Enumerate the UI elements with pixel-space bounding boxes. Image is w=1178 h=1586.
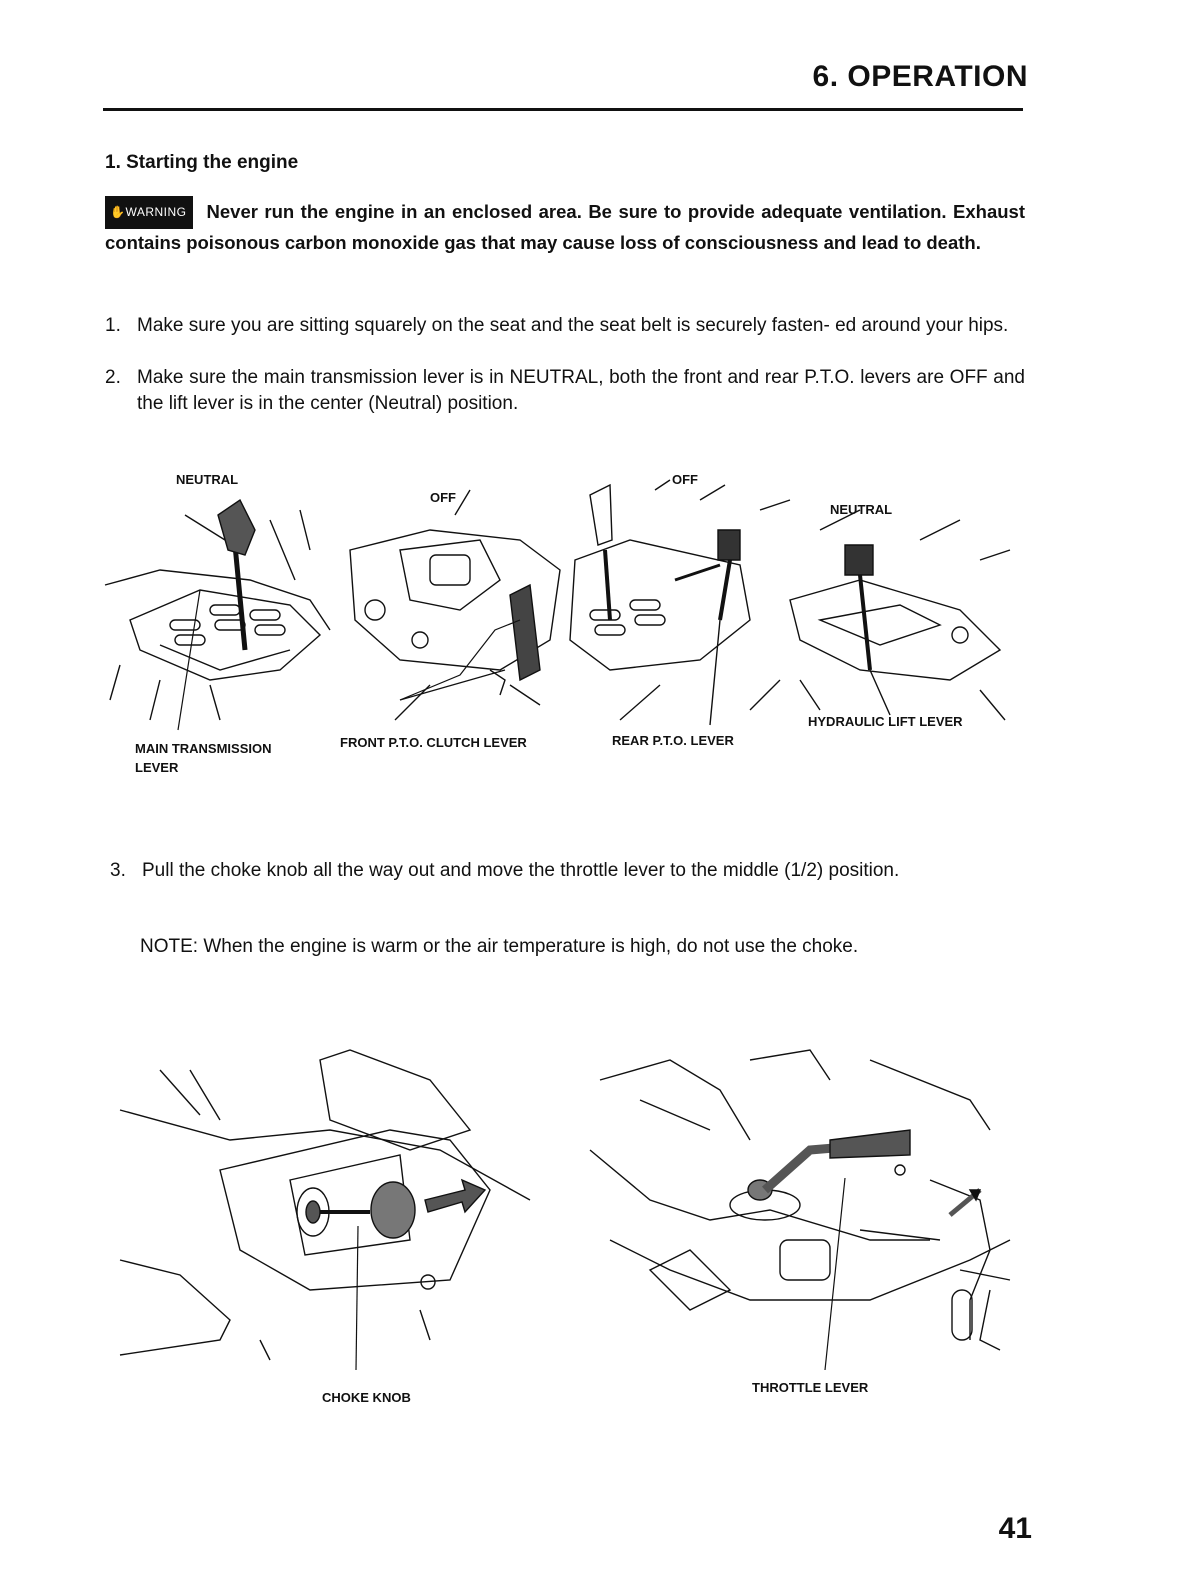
label-choke-knob: CHOKE KNOB [322, 1390, 411, 1405]
section-title: 1. Starting the engine [105, 152, 299, 173]
step-1 [105, 313, 1025, 339]
warning-text: Never run the engine in an enclosed area. Be sure to provide adequate ventilation. Exhaust contains poisonous carbon monoxide gas that may cause loss of consciousness and lead to death. [105, 201, 1025, 253]
step-number: 2. [105, 367, 121, 388]
warning-badge: ✋WARNING [105, 196, 193, 229]
note-text: NOTE: When the engine is warm or the air temperature is high, do not use the choke. [140, 936, 859, 957]
header-rule [103, 108, 1023, 111]
warning-block [105, 196, 1025, 256]
label-main-transmission-line2: LEVER [135, 760, 179, 775]
choke-knob-drawing [120, 1050, 530, 1370]
label-neutral-right: NEUTRAL [830, 502, 893, 517]
main-transmission-drawing [105, 500, 330, 730]
label-neutral-left: NEUTRAL [176, 472, 239, 487]
rear-pto-drawing [570, 480, 790, 725]
step-number: 3. [110, 860, 126, 881]
step-text: Pull the choke knob all the way out and move the throttle lever to the middle (1/2) position. [142, 860, 900, 881]
label-hydraulic-lift: HYDRAULIC LIFT LEVER [808, 714, 963, 729]
label-off-front: OFF [430, 490, 456, 505]
step-2 [105, 365, 1025, 417]
figure-2-illustration [110, 1040, 1030, 1380]
step-text: Make sure the main transmission lever is in NEUTRAL, both the front and rear P.T.O. levers are OFF and the lift lever is in the center (Neutral) position. [137, 367, 1025, 414]
step-number: 1. [105, 315, 121, 336]
page-number: 41 [998, 1512, 1032, 1545]
hydraulic-lift-drawing [790, 510, 1010, 720]
step-text: Make sure you are sitting squarely on the seat and the seat belt is securely fasten- ed around your hips. [137, 315, 1009, 336]
label-front-pto: FRONT P.T.O. CLUTCH LEVER [340, 735, 527, 750]
label-off-rear: OFF [672, 472, 698, 487]
label-rear-pto: REAR P.T.O. LEVER [612, 733, 734, 748]
throttle-lever-drawing [590, 1050, 1010, 1370]
label-throttle-lever: THROTTLE LEVER [752, 1380, 869, 1395]
page-header-title: 6. OPERATION [812, 60, 1028, 93]
label-main-transmission: MAIN TRANSMISSION [135, 741, 272, 756]
front-pto-drawing [350, 490, 560, 720]
step-3 [110, 858, 1025, 884]
